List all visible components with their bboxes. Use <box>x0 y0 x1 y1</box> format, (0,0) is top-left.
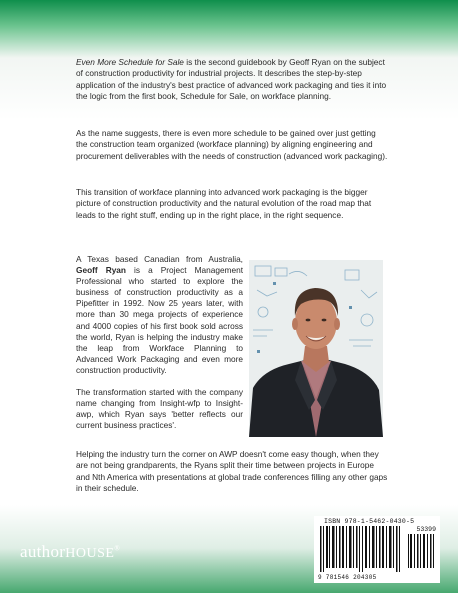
author-photo <box>249 260 383 437</box>
suggestion-paragraph: As the name suggests, there is even more schedule to be gained over just getting the construction team organized (workface planning) by aligning engineering and procurement deliverables with the needs of construction (advanced work packaging). <box>76 128 388 161</box>
transition-paragraph: This transition of workface planning into advanced work packaging is the bigger picture of construction productivity and the natural evolution of the road map that leads to the right stuff, ending up in the right place, in the right sequence. <box>76 187 372 220</box>
intro-text: is the second guidebook by Geoff Ryan on the subject of construction productivity for industrial projects. It describes the step-by-step application of the industry's best practice of advanced work packaging and ties it into the logic from the first book, Schedule for Sale, on workface planning. <box>76 57 387 101</box>
bio-text: is a Project Management Professional who started to explore the business of construction productivity as a Pipefitter in 1992. Now 25 years later, with more than 30 mega projects of experience and 4000 copies of his first book sold across the world, Ryan is helping the industry make the leap from Workface Planning to Advanced Work Packaging and even more construction productivity. <box>76 265 244 375</box>
barcode-digits: 9 781546 204305 <box>318 574 377 581</box>
author-name: Geoff Ryan <box>76 265 126 276</box>
isbn-barcode <box>314 516 440 583</box>
bio-paragraph <box>76 254 243 376</box>
closing-paragraph: Helping the industry turn the corner on AWP doesn't come easy though, when they are not being grandparents, the Ryans split their time between projects in Europe and Nth America with presentations at global trade conferences filling any other gaps in their schedule. <box>76 449 388 493</box>
isbn-label: ISBN 978-1-5462-0430-5 <box>324 518 415 525</box>
bio-transformation-paragraph: The transformation started with the company name changing from Insight-wfp to Insight-awp, which Ryan says 'better reflects our current business practices'. <box>76 387 243 431</box>
bio-lead: A Texas based Canadian from Australia, <box>76 254 243 264</box>
publisher-logo: authorHOUSE® <box>20 542 121 561</box>
intro-paragraph <box>76 57 388 102</box>
price-code: 53399 <box>416 526 436 533</box>
author-bio <box>76 254 243 442</box>
book-title: Even More Schedule for Sale <box>76 57 184 67</box>
